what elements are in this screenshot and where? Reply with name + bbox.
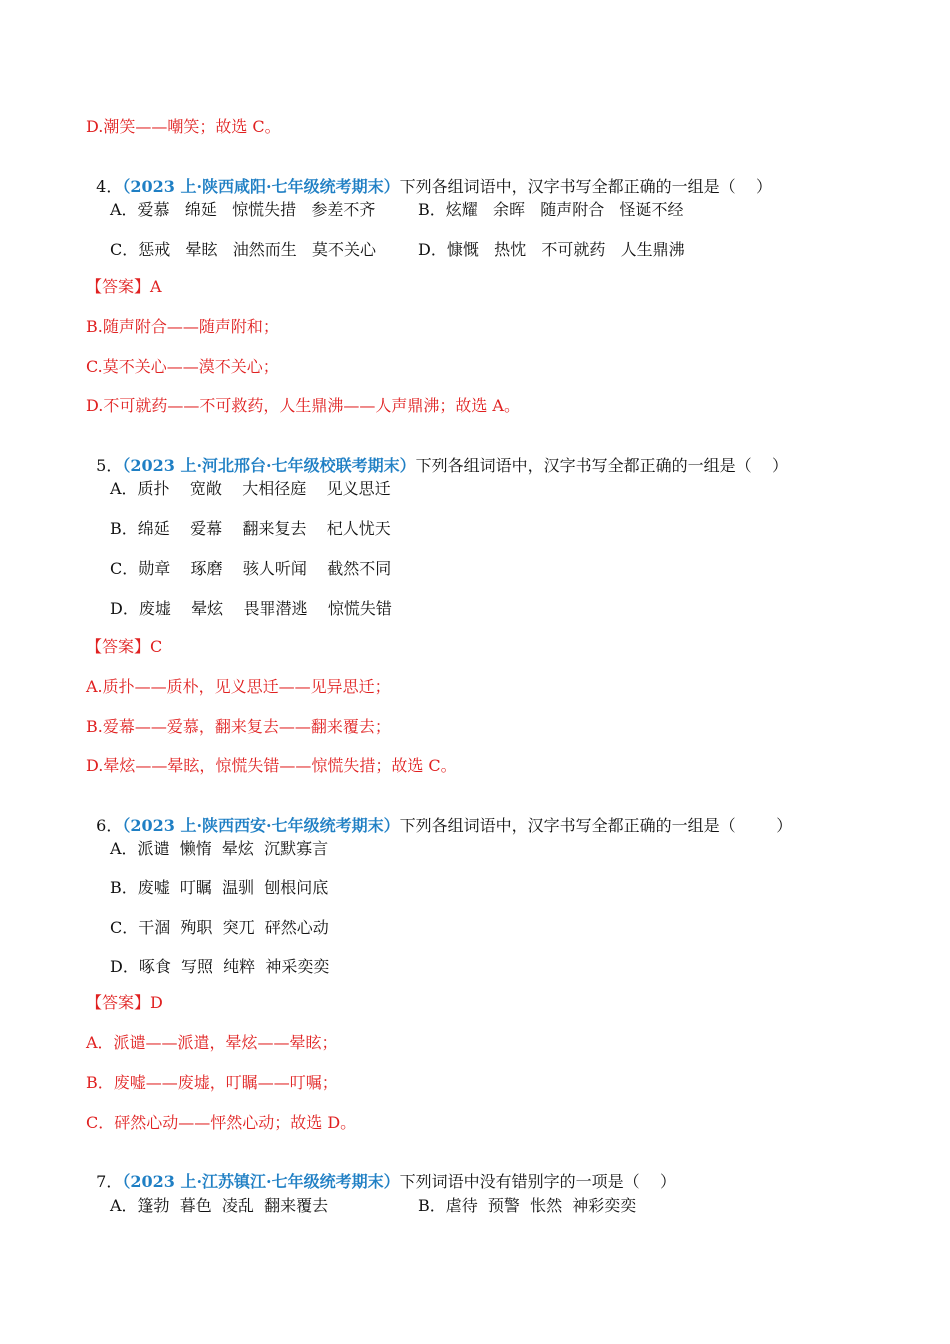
option-a: A．篷勃 暮色 凌乱 翻来覆去: [110, 1196, 329, 1215]
explanation-line: A.质扑——质朴，见义思迁——见异思迁；: [86, 677, 391, 696]
option-b: B．废嘘 叮瞩 温驯 刨根问底: [110, 878, 329, 897]
question-number: 7．: [96, 1172, 123, 1191]
explanation-line: B．废嘘——废墟，叮瞩——叮嘱；: [86, 1073, 338, 1092]
question-source: （2023 上·陕西西安·七年级统考期末）: [122, 816, 400, 835]
question-stem: 下列词语中没有错别字的一项是（ ）: [399, 1172, 676, 1191]
question-7: [86, 1152, 676, 1192]
option-d: D．啄食 写照 纯粹 神采奕奕: [110, 957, 330, 976]
explanation-line: D.潮笑——嘲笑；故选 C。: [86, 117, 281, 136]
option-d: D．废墟 晕炫 畏罪潜逃 惊慌失错: [110, 599, 392, 618]
option-a: A．派谴 懒惰 晕炫 沉默寡言: [110, 839, 329, 858]
question-stem: 下列各组词语中，汉字书写全都正确的一组是（ ）: [415, 456, 788, 475]
explanation-line: B.爱幕——爱慕，翻来复去——翻来覆去；: [86, 717, 391, 736]
question-number: 4．: [96, 177, 123, 196]
option-d: D．慷慨 热忱 不可就药 人生鼎沸: [418, 240, 685, 259]
explanation-line: D.晕炫——晕眩，惊慌失错——惊慌失措；故选 C。: [86, 756, 457, 775]
option-c: C．惩戒 晕眩 油然而生 莫不关心: [110, 240, 377, 259]
question-stem: 下列各组词语中，汉字书写全都正确的一组是（ ）: [399, 177, 772, 196]
option-b: B．绵延 爱幕 翻来复去 杞人忧天: [110, 519, 391, 538]
option-a: A．质扑 宽敞 大相径庭 见义思迁: [110, 479, 391, 498]
explanation-line: C．砰然心动——怦然心动；故选 D。: [86, 1113, 357, 1132]
question-stem: 下列各组词语中，汉字书写全都正确的一组是（ ）: [399, 816, 793, 835]
answer-label: 【答案】A: [86, 277, 162, 296]
explanation-line: C.莫不关心——漠不关心；: [86, 357, 279, 376]
question-4: [86, 157, 772, 197]
option-c: C．干涸 殉职 突兀 砰然心动: [110, 918, 329, 937]
question-number: 6．: [96, 816, 123, 835]
question-number: 5．: [96, 456, 123, 475]
option-a: A．爱慕 绵延 惊慌失措 参差不齐: [110, 200, 376, 219]
option-b: B．炫耀 余晖 随声附合 怪诞不经: [418, 200, 684, 219]
option-b: B．虐待 预警 怅然 神彩奕奕: [418, 1196, 637, 1215]
option-c: C．勋章 琢磨 骇人听闻 截然不同: [110, 559, 392, 578]
explanation-line: D.不可就药——不可救药，人生鼎沸——人声鼎沸；故选 A。: [86, 396, 520, 415]
explanation-line: A．派谴——派遣，晕炫——晕眩；: [86, 1033, 338, 1052]
explanation-line: B.随声附合——随声附和；: [86, 317, 279, 336]
question-source: （2023 上·陕西咸阳·七年级统考期末）: [122, 177, 400, 196]
question-5: [86, 436, 788, 476]
answer-label: 【答案】D: [86, 993, 163, 1012]
question-6: [86, 796, 792, 836]
question-source: （2023 上·河北邢台·七年级校联考期末）: [122, 456, 416, 475]
question-source: （2023 上·江苏镇江·七年级统考期末）: [122, 1172, 400, 1191]
answer-label: 【答案】C: [86, 637, 163, 656]
